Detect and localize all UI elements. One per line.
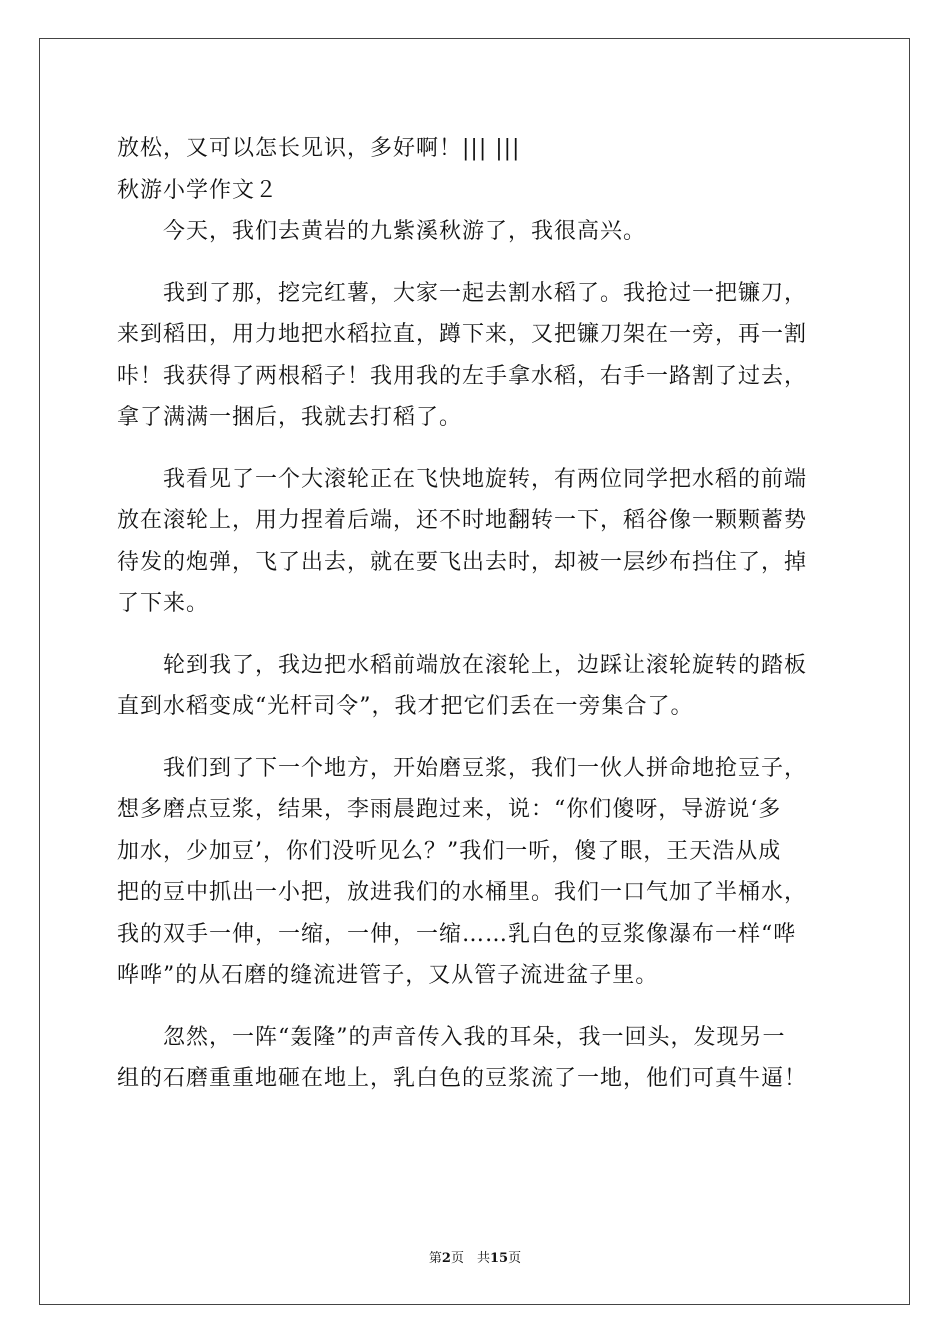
paragraph-line: 放在滚轮上，用力捏着后端，还不时地翻转一下，稻谷像一颗颗蓄势 [117, 508, 808, 533]
page-number: 2 [441, 1251, 451, 1266]
footer-prefix: 第 [428, 1251, 442, 1266]
paragraph-line: 我到了那，挖完红薯，大家一起去割水稻了。我抢过一把镰刀， [117, 280, 808, 306]
paragraph-line: 我的双手一伸，一缩，一伸，一缩……乳白色的豆浆像瀑布一样“哗 [117, 921, 797, 947]
footer-suffix: 页 [508, 1251, 522, 1266]
total-pages: 15 [489, 1251, 509, 1266]
paragraph-gap [117, 625, 837, 645]
paragraph-gap [117, 439, 837, 459]
paragraph-line: 哗哗”的从石磨的缝流进管子，又从管子流进盆子里。 [117, 963, 659, 988]
paragraph-gap [117, 728, 837, 748]
paragraph-gap [117, 997, 837, 1017]
paragraph-line: 我看见了一个大滚轮正在飞快地旋转，有两位同学把水稻的前端 [117, 466, 808, 492]
paragraph-line: 待发的炮弹，飞了出去，就在要飞出去时，却被一层纱布挡住了，掉 [117, 549, 808, 575]
paragraph-gap [117, 253, 837, 273]
paragraph-line: 了下来。 [117, 591, 210, 616]
paragraph-line: 我们到了下一个地方，开始磨豆浆，我们一伙人拼命地抢豆子， [117, 755, 808, 781]
paragraph-line: 来到稻田，用力地把水稻拉直，蹲下来，又把镰刀架在一旁，再一割 [117, 322, 808, 347]
text-line: 放松，又可以怎长见识，多好啊！||| ||| [117, 136, 521, 161]
paragraph-line: 咔！我获得了两根稻子！我用我的左手拿水稻，右手一路割了过去， [117, 363, 808, 389]
footer-mid: 页 共 [450, 1251, 490, 1266]
paragraph-line: 想多磨点豆浆，结果，李雨晨跑过来，说：“你们傻呀，导游说‘多 [117, 797, 782, 822]
paragraph-line: 拿了满满一捆后，我就去打稻了。 [117, 405, 463, 430]
page-footer [0, 1247, 950, 1266]
paragraph-line: 直到水稻变成“光杆司令”，我才把它们丢在一旁集合了。 [117, 694, 694, 719]
paragraph-line: 加水，少加豆’，你们没听见么？”我们一听，傻了眼，王天浩从成 [117, 838, 782, 864]
paragraph-line: 把的豆中抓出一小把，放进我们的水桶里。我们一口气加了半桶水， [117, 880, 808, 905]
paragraph-line: 组的石磨重重地砸在地上，乳白色的豆浆流了一地，他们可真牛逼！ [117, 1066, 808, 1091]
essay-title: 秋游小学作文２ [117, 177, 279, 203]
paragraph-line: 今天，我们去黄岩的九紫溪秋游了，我很高兴。 [117, 219, 647, 244]
paragraph-line: 忽然，一阵“轰隆”的声音传入我的耳朵，我一回头，发现另一 [117, 1024, 786, 1050]
paragraph-line: 轮到我了，我边把水稻前端放在滚轮上，边踩让滚轮旋转的踏板 [117, 652, 808, 678]
document-body [117, 128, 837, 1100]
